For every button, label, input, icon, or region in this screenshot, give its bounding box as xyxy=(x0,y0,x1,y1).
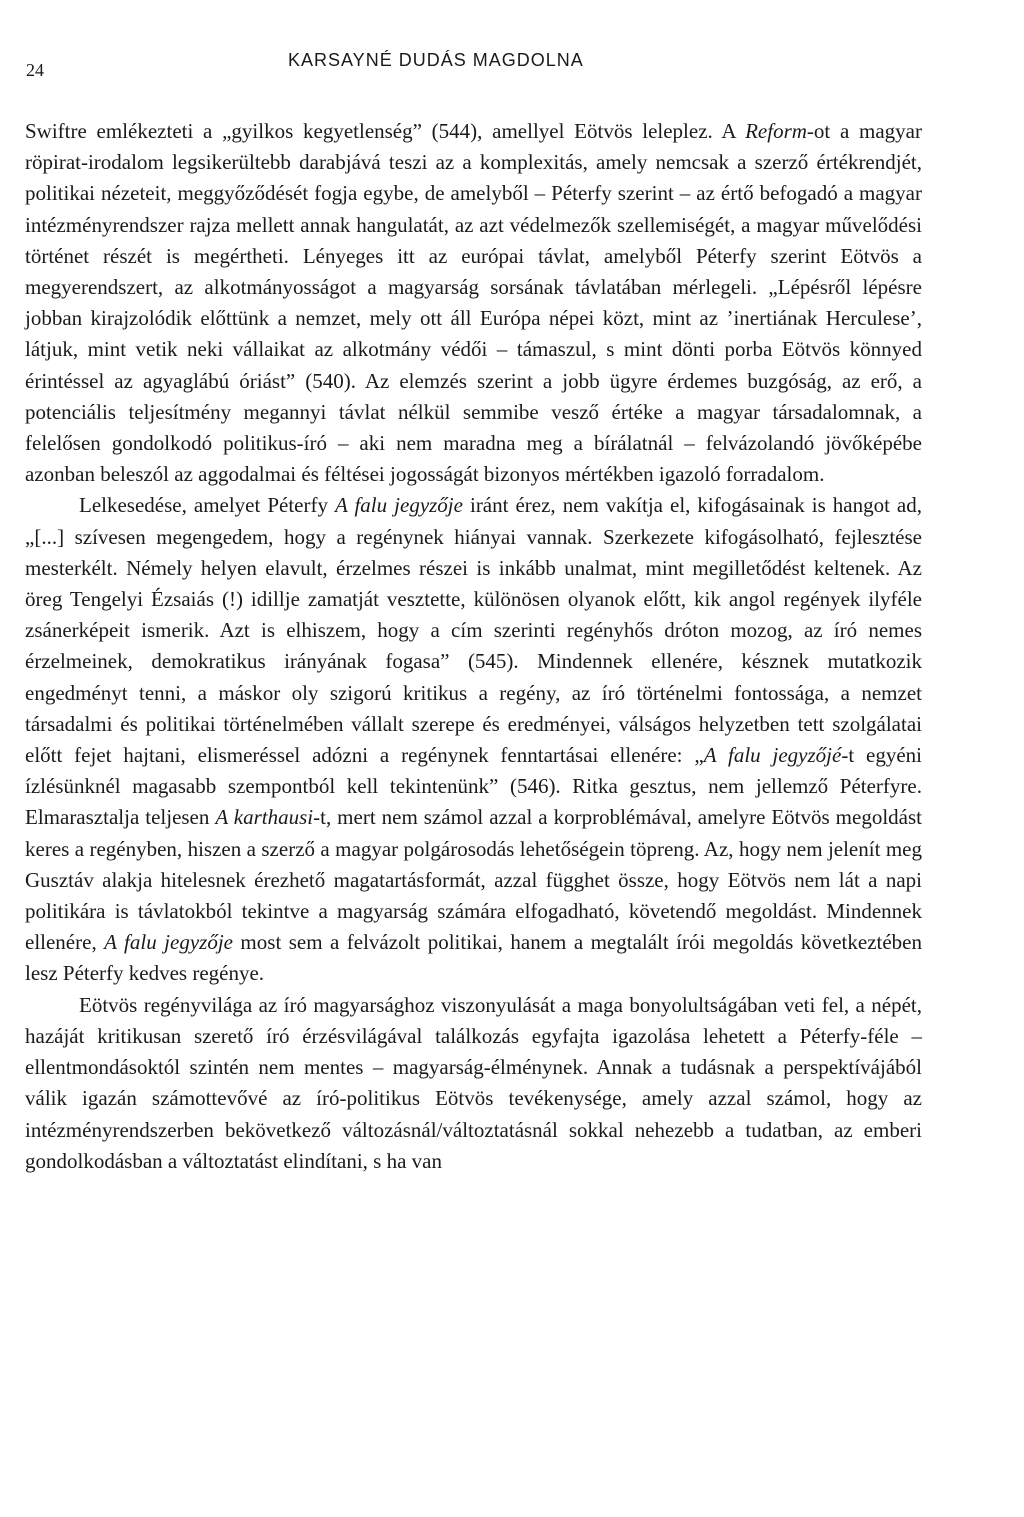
paragraph-2 xyxy=(25,490,922,989)
text-run: Eötvös regényvilága az író magyarsághoz viszonyulását a maga bonyolultságában veti fel, a népét, hazáját kritikusan szerető író érzésvilágával találkozás egyfajta igazolása lehetett a Péterfy-féle – ellentmondásoktól szintén nem mentes – magyarság-élménynek. Annak a tudásnak a perspektívájából válik igazán számottevővé az író-politikus Eötvös tevékenysége, amely azzal számol, hogy az intézményrendszerben bekövetkező változásnál/változtatásnál sokkal nehezebb a tudatban, az emberi gondolkodásban a változtatást elindítani, s ha van xyxy=(25,992,922,1173)
text-run: most sem a felvázolt politikai, hanem a megtalált írói megoldás következtében lesz Péterfy kedves regénye. xyxy=(25,930,922,986)
text-run: Swiftre emlékezteti a „gyilkos kegyetlenség” (544), amellyel Eötvös leleplez. A xyxy=(25,119,746,143)
paragraph-1 xyxy=(25,116,922,490)
text-run: -t egyéni ízlésünknél magasabb szempontból kell tekintenünk” (546). Ritka gesztus, nem jellemző Péterfyre. Elmarasztalja teljesen xyxy=(25,743,922,830)
italic-title-run: A falu jegyzőjé xyxy=(703,743,842,768)
italic-title-run: Reform xyxy=(745,119,807,143)
italic-title-run: A falu jegyzője xyxy=(335,493,463,518)
italic-title-run: A karthausi xyxy=(215,805,314,830)
page-header xyxy=(0,50,1024,80)
page-number: 24 xyxy=(26,60,44,80)
text-run: -ot a magyar röpirat-irodalom legsikerültebb darabjává teszi az a komplexitás, amely nemcsak a szerző értékrendjét, politikai nézeteit, meggyőződését fogja egybe, de amelyből – Péterfy szerint – az értő befogadó a magyar intézményrendszer rajza mellett annak hangulatát, az azt védelmezők szellemiségét, a magyar művelődési történet részét is megértheti. Lényeges itt az európai távlat, amelyből Péterfy szerint Eötvös a megyerendszert, az alkotmányosságot a magyarság sorsának távlatában mérlegeli. „Lépésről lépésre jobban kirajzolódik előttünk a nemzet, mely ott áll Európa népei közt, mint az ’inertiának Herculese’, látjuk, mint vetik neki vállaikat az alkotmány védői – támaszul, s mint dönti porba Eötvös könnyed érintéssel az agyaglábú óriást” (540). Az elemzés szerint a jobb ügyre érdemes buzgóság, az erő, a potenciális teljesítmény megannyi távlat nélkül semmibe vesző értéke a magyar társadalomnak, a felelősen gondolkodó politikus-író – aki nem maradna meg a bírálatnál – felvázolandó jövőképébe azonban beleszól az aggodalmai és féltései jogosságát bizonyos mértékben igazoló forradalom. xyxy=(25,119,923,487)
text-run: -t, mert nem számol azzal a korproblémával, amelyre Eötvös megoldást keres a regényben, hiszen a szerző a magyar polgárosodás lehetőségein töpreng. Az, hogy nem jelenít meg Gusztáv alakja hitelesnek érezhető magatartásformát, azzal függhet össze, hogy Eötvös nem lát a napi politikára is távlatokból tekintve a magyarság számára elfogadható, követendő megoldást. Mindennek ellenére, xyxy=(25,805,922,955)
italic-title-run: A falu jegyzője xyxy=(104,930,233,955)
text-run: iránt érez, nem vakítja el, kifogásainak is hangot ad, „[...] szívesen megengedem, hogy a regénynek hiányai vannak. Szerkezete kifogásolható, fejlesztése mesterkélt. Némely helyen elavult, érzelmes részei is inkább unalmat, mint megilletődést keltenek. Az öreg Tengelyi Ézsaiás (!) idillje zamatját vesztette, különösen olyanok előtt, kik angol regények ilyféle zsánerképeit ismerik. Azt is elhiszem, hogy a cím szerinti regényhős dróton mozog, az író nemes érzelmeinek, demokratikus irányának fogasa” (545). Mindennek ellenére, késznek mutatkozik engedményt tenni, a máskor oly szigorú kritikus a regény, az író történelmi fontossága, a nemzet társadalmi és politikai történelmében vállalt szerepe és eredményei, válságos helyzetben tett szolgálatai előtt fejet hajtani, elismeréssel adózni a regénynek fenntartásai ellenére: „ xyxy=(25,493,923,768)
text-run: Lelkesedése, amelyet Péterfy xyxy=(79,493,336,518)
paragraph-3 xyxy=(25,990,922,1177)
body-text xyxy=(25,116,922,1177)
running-head: KARSAYNÉ DUDÁS MAGDOLNA xyxy=(288,50,584,70)
